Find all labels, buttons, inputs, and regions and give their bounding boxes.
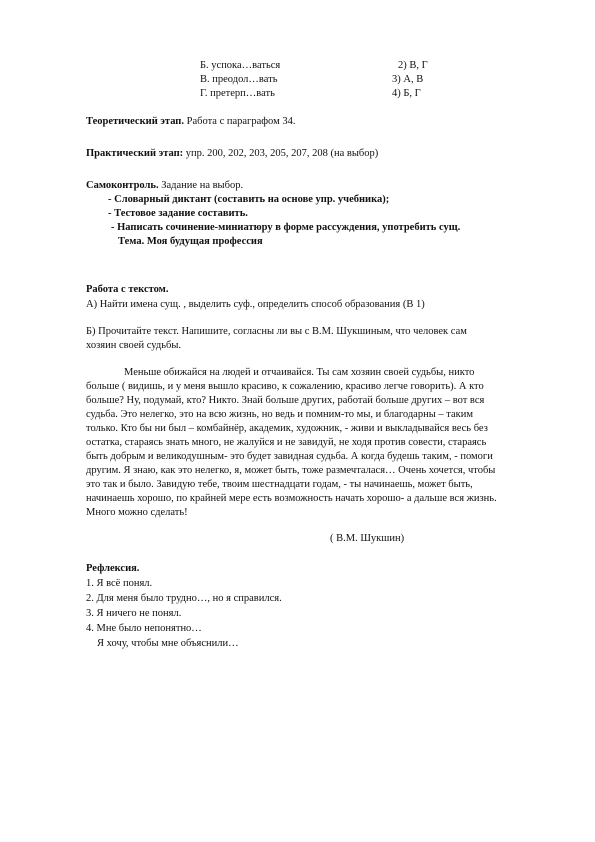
story-line-3: больше? Ну, подумай, кто? Никто. Знай больше других, работай больше других – вот вся xyxy=(86,395,485,406)
practice-text: упр. 200, 202, 203, 205, 207, 208 (на выбор) xyxy=(183,148,379,159)
matching-right-1: 2) В, Г xyxy=(398,60,428,71)
story-line-10: начинаешь хорошо, по крайней мере есть возможность начать хорошо- а дальше вся жизнь. xyxy=(86,493,497,504)
story-line-4: судьба. Это нелегко, это на всю жизнь, но ведь и помним-то мы, и благодарны – таким xyxy=(86,409,474,420)
matching-left-1: Б. успока…ваться xyxy=(200,60,281,71)
selfcontrol-item-4: Тема. Моя будущая профессия xyxy=(118,236,263,247)
story-line-2: больше ( видишь, и у меня вышло красиво, к сожалению, красиво легче говорить). А кто xyxy=(86,381,484,392)
selfcontrol-item-3: - Написать сочинение-миниатюру в форме рассуждения, употребить сущ. xyxy=(111,222,461,233)
matching-right-3: 4) Б, Г xyxy=(392,88,421,99)
selfcontrol-label: Самоконтроль. xyxy=(86,180,159,191)
story-author: ( В.М. Шукшин) xyxy=(330,533,405,544)
story-line-11: Много можно сделать! xyxy=(86,507,188,518)
matching-right-2: 3) А, В xyxy=(392,74,424,85)
reflection-item-3: 3. Я ничего не понял. xyxy=(86,608,182,619)
practice-stage xyxy=(86,147,378,160)
matching-left-3: Г. претерп…вать xyxy=(200,88,275,99)
reflection-heading: Рефлексия. xyxy=(86,563,140,574)
reflection-item-5: Я хочу, чтобы мне объяснили… xyxy=(97,638,239,649)
selfcontrol-heading xyxy=(86,179,243,192)
practice-label: Практический этап: xyxy=(86,148,184,159)
reflection-item-1: 1. Я всё понял. xyxy=(86,578,153,589)
theory-stage xyxy=(86,115,296,128)
theory-text: Работа с параграфом 34. xyxy=(183,116,296,127)
reflection-item-4: 4. Мне было непонятно… xyxy=(86,623,202,634)
task-b-line-1: Б) Прочитайте текст. Напишите, согласны ли вы с В.М. Шукшиным, что человек сам xyxy=(86,326,467,337)
selfcontrol-item-2: - Тестовое задание составить. xyxy=(108,208,248,219)
task-b-line-2: хозяин своей судьбы. xyxy=(86,340,182,351)
story-line-9: это так и было. Завидую тебе, твоим шестнадцати годам, - ты начинаешь, может быть, xyxy=(86,479,473,490)
matching-left-2: В. преодол…вать xyxy=(200,74,278,85)
selfcontrol-text: Задание на выбор. xyxy=(158,180,244,191)
selfcontrol-item-1: - Словарный диктант (составить на основе упр. учебника); xyxy=(108,194,390,205)
task-a: А) Найти имена сущ. , выделить суф., определить способ образования (В 1) xyxy=(86,299,425,310)
story-line-1: Меньше обижайся на людей и отчаивайся. Ты сам хозяин своей судьбы, никто xyxy=(124,367,475,378)
theory-label: Теоретический этап. xyxy=(86,116,184,127)
story-line-6: остатка, стараясь знать много, не жалуйся и не завидуй, не ходя против совести, стараясь xyxy=(86,437,487,448)
story-line-7: быть добрым и великодушным- это будет завидная судьба. А когда будешь таким, - помоги xyxy=(86,451,493,462)
story-line-8: другим. Я знаю, как это нелегко, я, может быть, тоже размечталася… Очень хочется, чтобы xyxy=(86,465,496,476)
reflection-item-2: 2. Для меня было трудно…, но я справился. xyxy=(86,593,282,604)
textwork-heading: Работа с текстом. xyxy=(86,284,169,295)
story-line-5: только. Кто бы ни был – комбайнёр, академик, художник, - живи и выкладывайся весь без xyxy=(86,423,488,434)
